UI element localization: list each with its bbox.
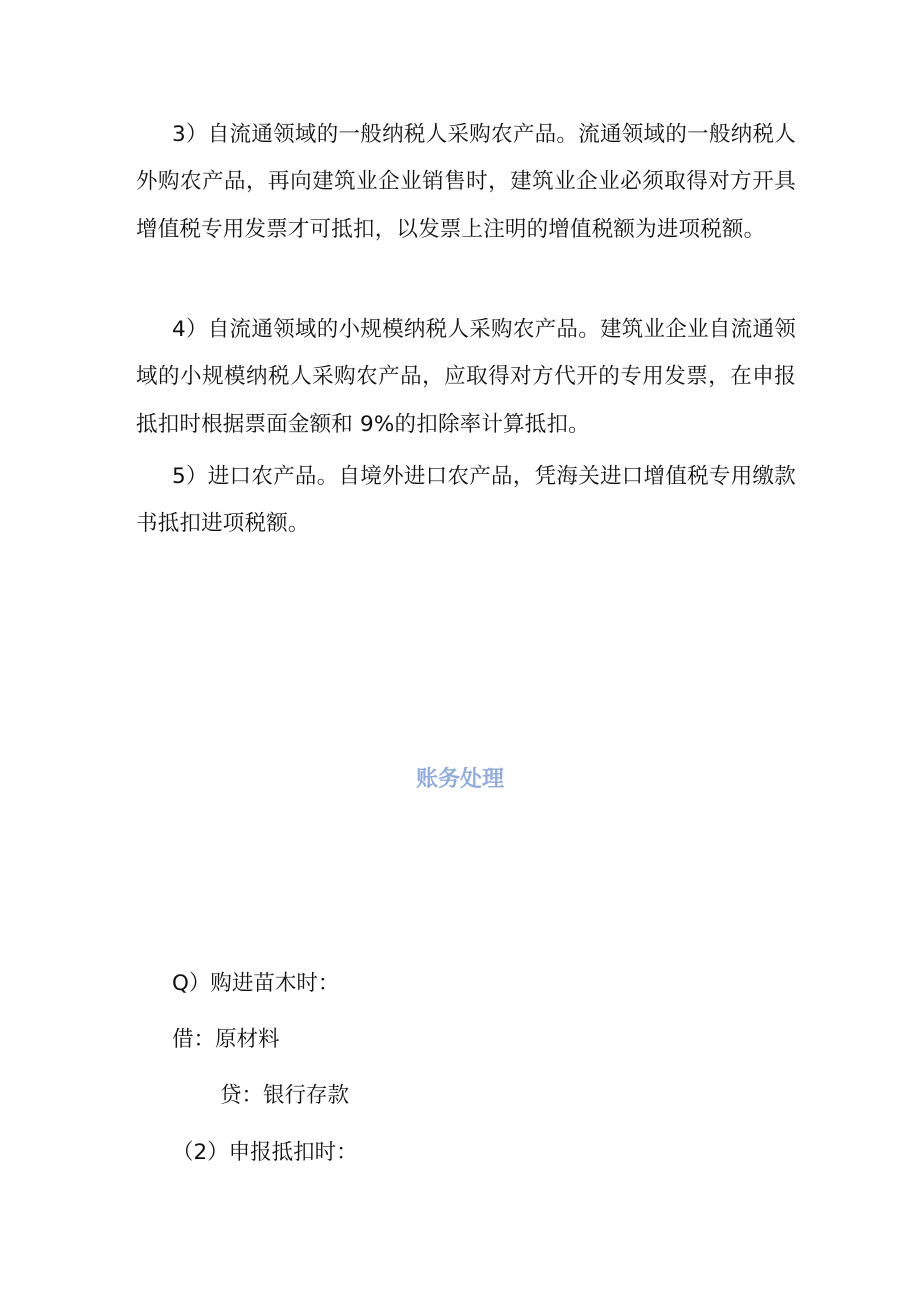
- entry-step-purchase: Q）购进苗木时：: [172, 971, 340, 996]
- entry-debit: 借：原材料: [172, 1027, 280, 1052]
- paragraph-general-taxpayer: 3）自流通领域的一般纳税人采购农产品。流通领域的一般纳税人外购农产品，再向建筑业企业销售时，建筑业企业必须取得对方开具增值税专用发票才可抵扣，以发票上注明的增值税额为进项税额。: [136, 122, 796, 242]
- paragraph-imported-products: 5）进口农产品。自境外进口农产品，凭海关进口增值税专用缴款书抵扣进项税额。: [136, 464, 796, 537]
- section-title: 账务处理: [415, 767, 504, 792]
- entry-credit: 贷：银行存款: [220, 1083, 350, 1108]
- entry-step-deduction: （2）申报抵扣时：: [172, 1140, 358, 1165]
- paragraph-small-scale-taxpayer: 4）自流通领域的小规模纳税人采购农产品。建筑业企业自流通领域的小规模纳税人采购农产品，应取得对方代开的专用发票，在申报抵扣时根据票面金额和 9%的扣除率计算抵扣。: [136, 317, 796, 437]
